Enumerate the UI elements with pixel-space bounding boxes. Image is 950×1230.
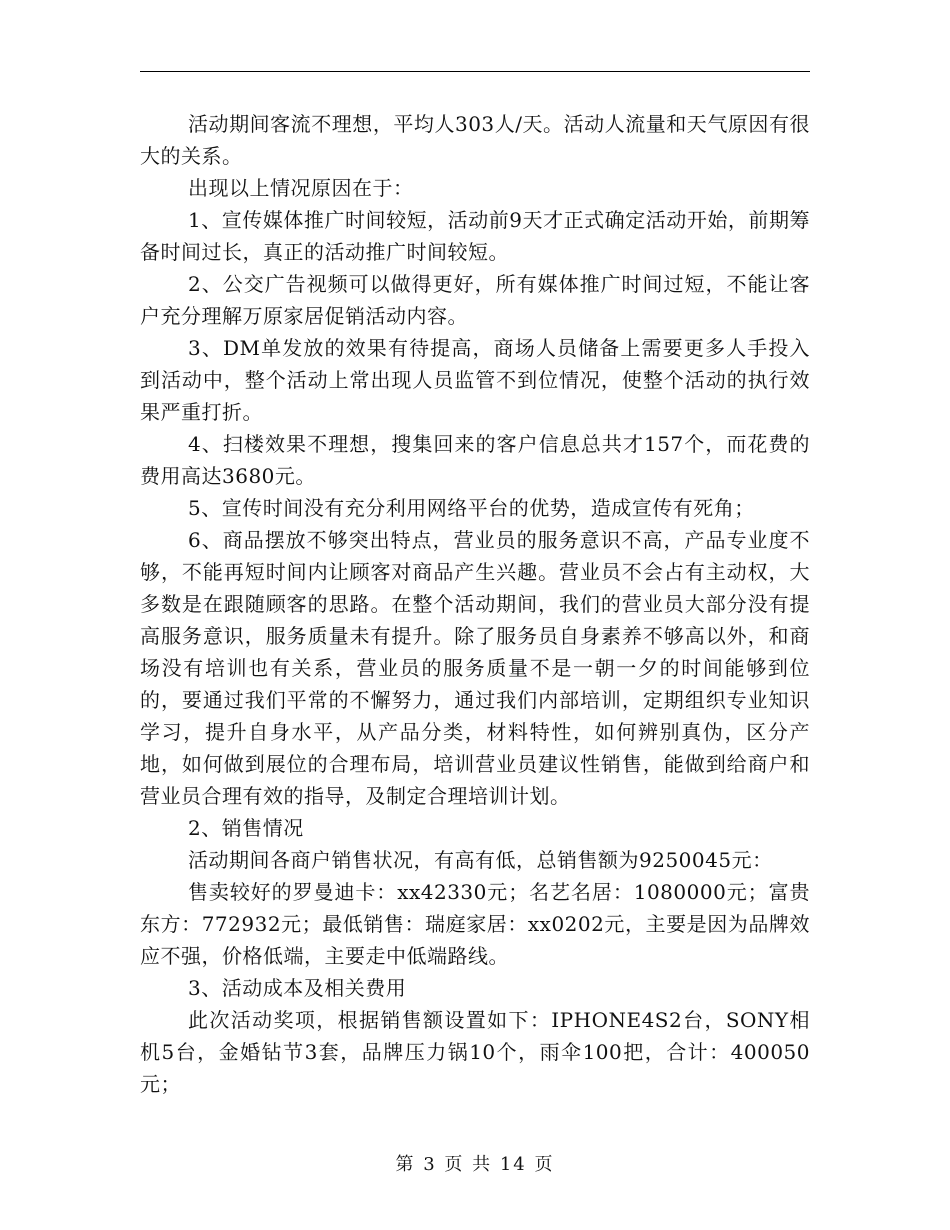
paragraph-reason-1: 1、宣传媒体推广时间较短，活动前9天才正式确定活动开始，前期筹备时间过长，真正的活动推广时间较短。 [140, 208, 810, 264]
paragraph-reason-5: 5、宣传时间没有充分利用网络平台的优势，造成宣传有死角； [188, 496, 755, 520]
paragraph-reason-4: 4、扫楼效果不理想，搜集回来的客户信息总共才157个，而花费的费用高达3680元。 [140, 432, 810, 488]
paragraph-reasons-intro: 出现以上情况原因在于： [188, 176, 414, 200]
document-body [140, 108, 810, 1100]
paragraph-sales-total: 活动期间各商户销售状况，有高有低，总销售额为9250045元： [188, 848, 773, 872]
paragraph-prizes: 此次活动奖项，根据销售额设置如下：IPHONE4S2台，SONY相机5台，金婚钻节3套，品牌压力锅10个，雨伞100把，合计：400050元； [140, 1008, 810, 1096]
section-heading-costs: 3、活动成本及相关费用 [188, 976, 407, 1000]
section-heading-sales: 2、销售情况 [188, 816, 304, 840]
paragraph-reason-2: 2、公交广告视频可以做得更好，所有媒体推广时间过短，不能让客户充分理解万原家居促销活动内容。 [140, 272, 810, 328]
paragraph-sales-detail: 售卖较好的罗曼迪卡：xx42330元；名艺名居：1080000元；富贵东方：772932元；最低销售：瑞庭家居：xx0202元，主要是因为品牌效应不强，价格低端，主要走中低端路线。 [140, 880, 810, 968]
page-number-footer: 第 3 页 共 14 页 [395, 1154, 555, 1175]
paragraph-reason-6: 6、商品摆放不够突出特点，营业员的服务意识不高，产品专业度不够，不能再短时间内让顾客对商品产生兴趣。营业员不会占有主动权，大多数是在跟随顾客的思路。在整个活动期间，我们的营业员大部分没有提高服务意识，服务质量未有提升。除了服务员自身素养不够高以外，和商场没有培训也有关系，营业员的服务质量不是一朝一夕的时间能够到位的，要通过我们平常的不懈努力，通过我们内部培训，定期组织专业知识学习，提升自身水平，从产品分类，材料特性，如何辨别真伪，区分产地，如何做到展位的合理布局，培训营业员建议性销售，能做到给商户和营业员合理有效的指导，及制定合理培训计划。 [140, 528, 810, 808]
paragraph-customer-flow: 活动期间客流不理想，平均人303人/天。活动人流量和天气原因有很大的关系。 [140, 112, 810, 168]
header-rule [140, 71, 810, 72]
paragraph-reason-3: 3、DM单发放的效果有待提高，商场人员储备上需要更多人手投入到活动中，整个活动上常出现人员监管不到位情况，使整个活动的执行效果严重打折。 [140, 336, 810, 424]
